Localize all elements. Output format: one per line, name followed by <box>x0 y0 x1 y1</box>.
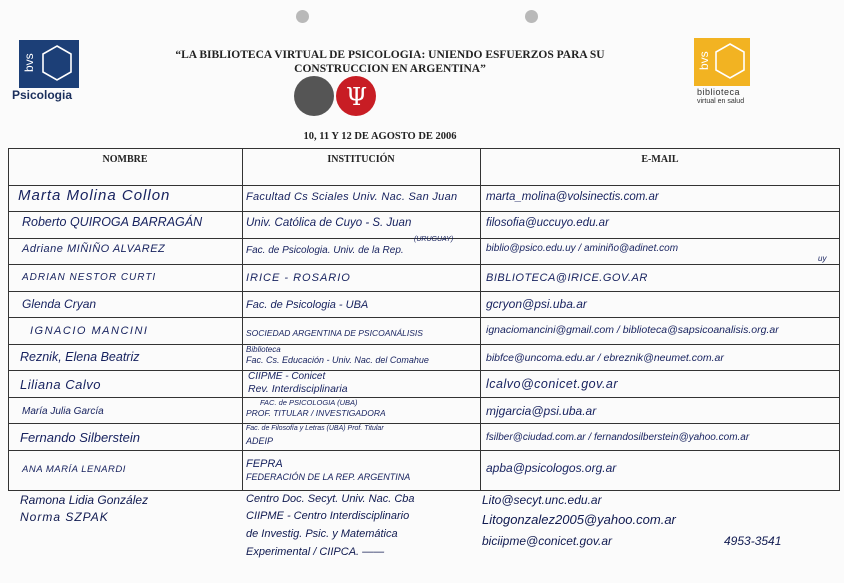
row-email: filosofia@uccuyo.edu.ar <box>486 217 609 229</box>
column-divider <box>480 148 481 491</box>
logo-left-text: Psicologia <box>12 88 73 102</box>
extra-email: Litogonzalez2005@yahoo.com.ar <box>482 512 676 527</box>
logo-left-mark: bvs <box>22 53 36 72</box>
psi-emblem-icon <box>336 76 376 116</box>
row-email: gcryon@psi.uba.ar <box>486 297 587 311</box>
extra-email: biciipme@conicet.gov.ar <box>482 534 613 548</box>
column-divider <box>242 148 243 491</box>
row-divider <box>8 264 840 265</box>
row-nombre: Liliana Calvo <box>20 377 101 392</box>
row-nombre: Reznik, Elena Beatriz <box>20 350 140 364</box>
row-nombre: ADRIAN NESTOR CURTI <box>22 272 157 283</box>
row-institucion-line1: FAC. de PSICOLOGIA (UBA) <box>260 398 358 407</box>
table-border-bottom <box>8 490 840 491</box>
row-institucion: Fac. de Psicologia - UBA <box>246 299 369 311</box>
row-nombre: María Julia García <box>22 406 104 417</box>
row-email: biblio@psico.edu.uy / aminiño@adinet.com <box>486 243 679 254</box>
row-institucion-line1: FEPRA <box>246 458 283 470</box>
row-institucion: Univ. Católica de Cuyo - S. Juan <box>246 217 412 229</box>
row-divider <box>8 370 840 371</box>
event-title <box>120 48 660 76</box>
row-nombre: Adriane MIÑIÑO ALVAREZ <box>22 243 166 255</box>
row-institucion: SOCIEDAD ARGENTINA DE PSICOANÁLISIS <box>246 328 423 338</box>
row-nombre: Marta Molina Collon <box>18 187 171 204</box>
column-header-institucion: INSTITUCIÓN <box>327 154 395 165</box>
svg-text:Ψ: Ψ <box>346 83 368 111</box>
row-divider <box>8 344 840 345</box>
table-border-right <box>839 148 840 491</box>
row-divider <box>8 148 840 149</box>
row-nombre: Glenda Cryan <box>22 297 97 311</box>
logo-right-line1: biblioteca <box>697 87 741 97</box>
extra-institucion: Centro Doc. Secyt. Univ. Nac. Cba <box>246 493 415 505</box>
bvs-hexagon-icon <box>19 40 79 88</box>
row-nombre: IGNACIO MANCINI <box>30 325 149 337</box>
row-email-note: uy <box>818 254 827 263</box>
table-border-left <box>8 148 9 491</box>
row-institucion: Rev. Interdisciplinaria <box>248 383 348 395</box>
column-header-nombre: NOMBRE <box>102 154 148 165</box>
row-email: marta_molina@volsinectis.com.ar <box>486 191 659 203</box>
row-institucion-line1: CIIPME - Conicet <box>248 371 326 382</box>
row-email: fsilber@ciudad.com.ar / fernandosilberstein@yahoo.com.ar <box>486 432 750 443</box>
row-nombre: Fernando Silberstein <box>20 430 140 445</box>
row-divider <box>8 397 840 398</box>
row-email: bibfce@uncoma.edu.ar / ebreznik@neumet.com.ar <box>486 352 724 364</box>
row-institucion: Fac. Cs. Educación - Univ. Nac. del Comahue <box>246 355 429 365</box>
bvs-logo-mark <box>19 40 79 88</box>
bvs-hexagon-icon-yellow <box>694 38 750 86</box>
attendance-table <box>8 148 840 491</box>
extra-phone: 4953-3541 <box>724 534 782 548</box>
row-email: BIBLIOTECA@IRICE.GOV.AR <box>486 272 648 284</box>
row-nombre: Roberto QUIROGA BARRAGÁN <box>22 215 203 229</box>
row-divider <box>8 291 840 292</box>
extra-institucion: de Investig. Psic. y Matemática <box>246 528 398 540</box>
row-institucion: Facultad Cs Sciales Univ. Nac. San Juan <box>246 191 458 203</box>
bvs-biblioteca-logo <box>694 38 760 108</box>
column-header-email: E-MAIL <box>641 154 679 165</box>
row-nombre: ANA MARÍA LENARDI <box>22 464 126 475</box>
extra-email: Lito@secyt.unc.edu.ar <box>482 493 602 507</box>
logo-right-line2: virtual en salud <box>697 98 745 105</box>
row-divider <box>8 211 840 212</box>
row-institucion: Fac. de Psicologia. Univ. de la Rep. <box>246 245 404 256</box>
row-email: mjgarcia@psi.uba.ar <box>486 404 597 418</box>
university-seal-icon <box>294 76 334 116</box>
extra-nombre: Ramona Lidia González <box>20 493 149 507</box>
logo-right-mark: bvs <box>697 51 711 70</box>
punch-hole-right <box>525 10 538 23</box>
row-divider <box>8 185 840 186</box>
row-institucion: ADEIP <box>246 436 274 446</box>
extra-institucion: CIIPME - Centro Interdisciplinario <box>246 510 410 522</box>
event-date: 10, 11 Y 12 DE AGOSTO DE 2006 <box>303 131 457 142</box>
punch-hole-left <box>296 10 309 23</box>
bvs-logo-mark-yellow <box>694 38 750 86</box>
row-email: apba@psicologos.org.ar <box>486 461 617 475</box>
extra-institucion: Experimental / CIIPCA. —— <box>246 546 385 558</box>
extra-nombre: Norma SZPAK <box>20 510 109 524</box>
row-email: ignaciomancini@gmail.com / biblioteca@sapsicoanalisis.org.ar <box>486 324 779 336</box>
row-divider <box>8 317 840 318</box>
row-institucion: IRICE - ROSARIO <box>246 272 351 284</box>
event-title-line2: CONSTRUCCION EN ARGENTINA” <box>294 63 486 75</box>
row-institucion-line1: Fac. de Filosofía y Letras (UBA) Prof. Titular <box>246 425 384 432</box>
bvs-psicologia-logo <box>12 40 82 106</box>
row-institucion: PROF. TITULAR / INVESTIGADORA <box>246 408 386 418</box>
event-title-line1: “LA BIBLIOTECA VIRTUAL DE PSICOLOGIA: UNIENDO ESFUERZOS PARA SU <box>175 49 605 61</box>
row-institucion-line1: Biblioteca <box>246 345 281 354</box>
row-divider <box>8 450 840 451</box>
row-institucion: FEDERACIÓN DE LA REP. ARGENTINA <box>246 472 411 482</box>
row-institucion-note: (URUGUAY) <box>414 236 454 243</box>
row-email: lcalvo@conicet.gov.ar <box>486 377 619 391</box>
row-divider <box>8 423 840 424</box>
